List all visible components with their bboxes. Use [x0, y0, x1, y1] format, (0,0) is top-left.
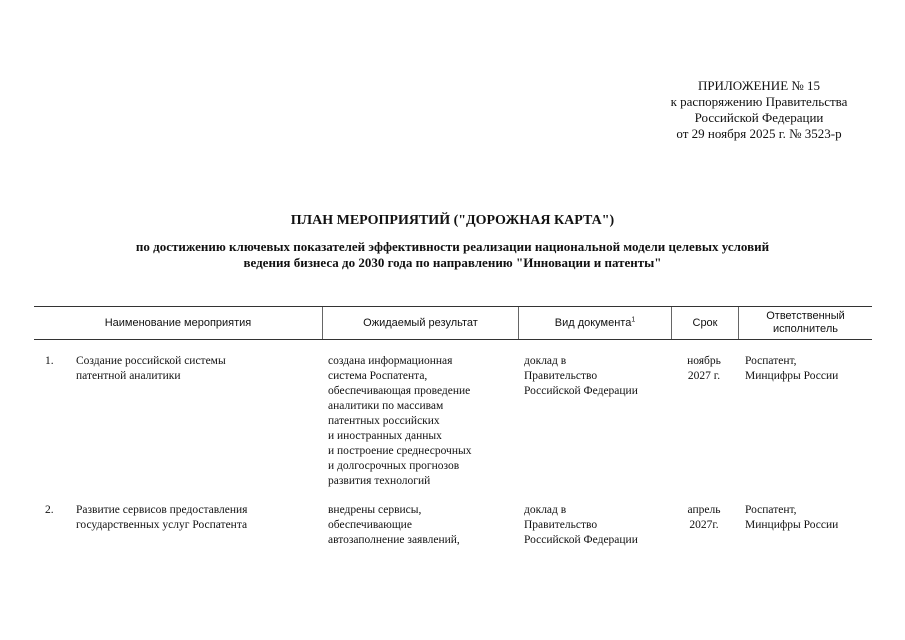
- activity-name-line: государственных услуг Роспатента: [76, 519, 248, 531]
- activity-name: [76, 503, 316, 533]
- header-name: [34, 307, 322, 339]
- header-term-label: Срок: [692, 316, 718, 329]
- activity-name-line: Развитие сервисов предоставления: [76, 504, 248, 516]
- subtitle-line-1: по достижению ключевых показателей эффективности реализации национальной модели целевых условий: [135, 239, 770, 254]
- header-term: [672, 307, 738, 339]
- responsible-line: Минцифры России: [745, 519, 839, 531]
- result-line: и иностранных данных: [328, 430, 442, 442]
- appendix-government: Российской Федерации: [694, 110, 824, 125]
- header-bottom-rule: [34, 339, 872, 340]
- header-result: [323, 307, 518, 339]
- responsible-executor: [745, 503, 870, 533]
- document-subtitle: [60, 239, 845, 271]
- deadline: [676, 503, 732, 533]
- result-line: обеспечивающая проведение: [328, 385, 471, 397]
- header-name-label: Наименование мероприятия: [104, 316, 252, 329]
- appendix-date: от 29 ноября 2025 г. № 3523-р: [676, 126, 842, 141]
- document-title: ПЛАН МЕРОПРИЯТИЙ ("ДОРОЖНАЯ КАРТА"): [290, 213, 615, 228]
- document-type: [524, 503, 674, 548]
- activity-name: [76, 354, 316, 384]
- deadline: [676, 354, 732, 384]
- header-responsible: [739, 307, 872, 339]
- responsible-line: Роспатент,: [745, 355, 797, 367]
- appendix-reference: к распоряжению Правительства: [670, 94, 848, 109]
- deadline-line: 2027 г.: [687, 370, 721, 382]
- result-line: обеспечивающие: [328, 519, 412, 531]
- activity-name-line: Создание российской системы: [76, 355, 226, 367]
- header-doc: [519, 307, 671, 339]
- result-line: автозаполнение заявлений,: [328, 534, 460, 546]
- result-line: аналитики по массивам: [328, 400, 444, 412]
- result-line: создана информационная: [328, 355, 453, 367]
- responsible-line: Минцифры России: [745, 370, 839, 382]
- responsible-line: Роспатент,: [745, 504, 797, 516]
- document-type-line: Правительство: [524, 519, 598, 531]
- header-responsible-line-1: Ответственный: [766, 310, 845, 322]
- result-line: патентных российских: [328, 415, 440, 427]
- result-line: и построение среднесрочных: [328, 445, 472, 457]
- activity-name-line: патентной аналитики: [76, 370, 181, 382]
- result-line: система Роспатента,: [328, 370, 428, 382]
- footnote-marker: 1: [631, 315, 636, 323]
- header-doc-label: Вид документа: [554, 316, 632, 329]
- document-type-line: доклад в: [524, 504, 567, 516]
- row-number: 2.: [45, 504, 54, 516]
- result-line: и долгосрочных прогнозов: [328, 460, 460, 472]
- document-type: [524, 354, 674, 399]
- document-type-line: доклад в: [524, 355, 567, 367]
- row-number: 1.: [45, 355, 54, 367]
- header-result-label: Ожидаемый результат: [363, 316, 478, 329]
- document-type-line: Российской Федерации: [524, 385, 638, 397]
- appendix-block: [630, 78, 888, 142]
- expected-result: [328, 354, 513, 489]
- deadline-line: апрель: [687, 504, 721, 516]
- document-type-line: Российской Федерации: [524, 534, 638, 546]
- expected-result: [328, 503, 513, 548]
- header-responsible-line-2: исполнитель: [773, 323, 838, 335]
- document-type-line: Правительство: [524, 370, 598, 382]
- appendix-number: ПРИЛОЖЕНИЕ № 15: [697, 78, 821, 93]
- deadline-line: 2027г.: [689, 519, 719, 531]
- responsible-executor: [745, 354, 870, 384]
- subtitle-line-2: ведения бизнеса до 2030 года по направлению "Инновации и патенты": [243, 255, 662, 270]
- result-line: внедрены сервисы,: [328, 504, 422, 516]
- result-line: развития технологий: [328, 475, 431, 487]
- deadline-line: ноябрь: [687, 355, 721, 367]
